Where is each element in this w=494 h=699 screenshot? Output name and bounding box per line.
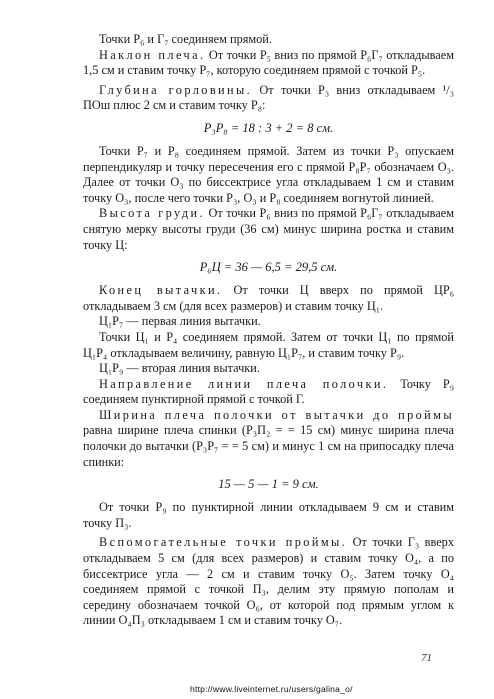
paragraph-shoulder-width: Ширина плеча полочки от вытачки до проймы равна ширине плеча спинки (P₃П₂ = = 15 см) минус ширина плеча полочки до вытачки (P₃P₇ = = 5 см) и минус 1 см на припосадку плеча спинки: [83,407,454,469]
source-url[interactable]: http://www.liveinternet.ru/users/galina_o/ [190,684,353,694]
page-number: 71 [421,652,432,664]
section-lead: Конец вытачки. [99,283,223,298]
section-lead: Направление линии плеча полочки. [99,376,389,391]
paragraph-dart-line-1: Ц₁P₇ — первая линия вытачки. [99,314,261,329]
paragraph-shoulder-direction: Направление линии плеча полочки. Точку P₉ соединяем пунктирной прямой с точкой Г. [83,376,454,407]
formula-shoulder-width: 15 — 5 — 1 = 9 см. [218,477,319,492]
section-lead: Вспомогательные точки проймы. [99,535,348,550]
section-lead: Глубина горловины. [99,82,253,97]
paragraph-concave-line: Точки P₇ и P₈ соединяем прямой. Затем из точки P₃ опускаем перпендикуляр и точку пересечения его с прямой P₈P₇ обозначаем O₃. Далее от точки O₃ по биссектрисе угла откладываем 1 см и ставим точку O₃, после чего точки P₃, O₃ и P₈ соединяем вогнутой линией. [83,143,454,205]
paragraph-neck-depth: Глубина горловины. От точки P₃ вниз откладываем ¹/₃ ПОш плюс 2 см и ставим точку P₈: [83,82,454,113]
paragraph-connect-points: Точки P₆ и Г₇ соединяем прямой. [99,32,272,46]
paragraph-dart-line-2: Ц₁P₉ — вторая линия вытачки. [99,361,260,376]
formula-bust-height: P₆Ц = 36 — 6,5 = 29,5 см. [199,260,338,275]
paragraph-point-p3: От точки P₉ по пунктирной линии откладываем 9 см и ставим точку П₃. [83,500,454,530]
formula-neck-depth: P₃P₈ = 18 : 3 + 2 = 8 см. [203,120,334,135]
paragraph-connect-c1-p4: Точки Ц₁ и P₄ соединяем прямой. Затем от точки Ц₁ по прямой Ц₁P₄ откладываем величину, равную Ц₁P₇, и ставим точку P₉. [83,329,454,360]
section-lead: Наклон плеча. [99,47,206,62]
section-lead: Ширина плеча полочки от вытачки до проймы [99,407,454,422]
paragraph-bust-height: Высота груди. От точки P₆ вниз по прямой P₆Г₇ откладываем снятую мерку высоты груди (36 см) минус ширина ростка и ставим точку Ц: [83,206,454,252]
paragraph-dart-end: Конец вытачки. От точки Ц вверх по прямой ЦP₆ откладываем 3 см (для всех размеров) и ставим точку Ц₁. [83,283,454,313]
paragraph-armhole-points: Вспомогательные точки проймы. От точки Г₃ вверх откладываем 5 см (для всех размеров) и ставим точку O₄, а по биссектрисе угла — 2 см и ставим точку O₅. Затем точку O₄ соединяем прямой с точкой П₃, делим эту прямую пополам и середину обозначаем точкой O₆, от которой под прямым углом к линии O₄П₃ откладываем 1 см и ставим точку O₇. [83,535,454,628]
paragraph-shoulder-slope: Наклон плеча. От точки P₅ вниз по прямой P₆Г₇ откладываем 1,5 см и ставим точку P₇, которую соединяем прямой с точкой P₅. [83,47,454,78]
section-lead: Высота груди. [99,206,205,221]
